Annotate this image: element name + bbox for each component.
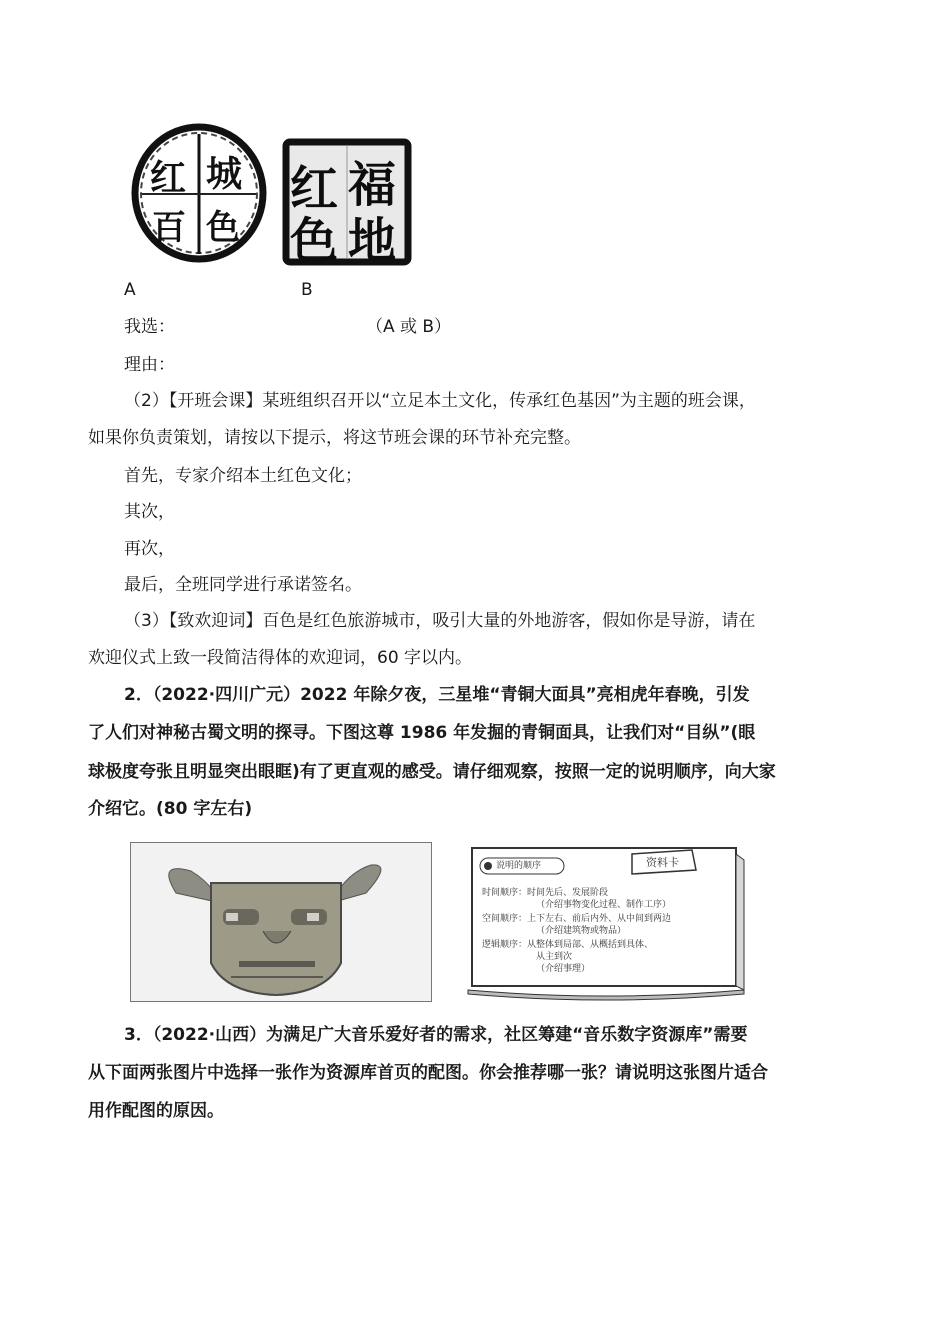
- question3-line-2: 从下面两张图片中选择一张作为资源库首页的配图。你会推荐哪一张？请说明这张图片适合: [88, 1063, 768, 1083]
- seal-b-char: 地: [348, 213, 397, 269]
- choose-hint: （A 或 B）: [366, 317, 452, 337]
- question3-line-1: 3．（2022·山西）为满足广大音乐爱好者的需求，社区筹建“音乐数字资源库”需要: [124, 1025, 748, 1045]
- step-second: 其次，: [124, 502, 175, 522]
- question3-line-3: 用作配图的原因。: [88, 1101, 224, 1121]
- question2-line-2: 了人们对神秘古蜀文明的探寻。下图这尊 1986 年发掘的青铜面具，让我们对“目纵”(眼: [88, 723, 756, 743]
- seal-a-image[interactable]: [128, 122, 270, 264]
- choose-label: 我选：: [124, 317, 175, 337]
- q3-line-2: 欢迎仪式上致一段简洁得体的欢迎词，60 字以内。: [88, 648, 473, 668]
- seal-a-char: 城: [206, 153, 243, 195]
- q2-line-2: 如果你负责策划，请按以下提示，将这节班会课的环节补充完整。: [88, 428, 581, 448]
- card-row: （介绍事理）: [536, 964, 591, 974]
- card-row: 从主到次: [536, 952, 573, 962]
- info-card-image[interactable]: [466, 840, 746, 1002]
- q3-line-1: （3）【致欢迎词】百色是红色旅游城市，吸引大量的外地游客，假如你是导游，请在: [124, 611, 756, 631]
- seal-b-char: 色: [290, 213, 339, 269]
- step-third: 再次，: [124, 539, 175, 559]
- question2-line-1: 2．（2022·四川广元）2022 年除夕夜，三星堆“青铜大面具”亮相虎年春晚，引发: [124, 685, 750, 705]
- card-row: 时间顺序：时间先后、发展阶段: [482, 888, 609, 898]
- seal-a-char: 红: [150, 157, 187, 199]
- bronze-mask-photo[interactable]: [130, 842, 432, 1002]
- card-header: 说明的顺序: [496, 861, 542, 871]
- seal-a-char: 色: [206, 208, 240, 248]
- card-row: （介绍建筑物或物品）: [536, 926, 627, 936]
- step-first: 首先，专家介绍本土红色文化；: [124, 466, 362, 486]
- card-tag: 资料卡: [646, 856, 679, 869]
- seal-a-label: A: [124, 280, 136, 300]
- card-row: 逻辑顺序：从整体到局部、从概括到具体、: [482, 940, 654, 950]
- seal-b-image[interactable]: [282, 138, 412, 269]
- seal-a-char: 百: [152, 208, 186, 248]
- question2-line-3: 球极度夸张且明显突出眼眶)有了更直观的感受。请仔细观察，按照一定的说明顺序，向大家: [88, 762, 776, 782]
- step-last: 最后，全班同学进行承诺签名。: [124, 575, 362, 595]
- q2-line-1: （2）【开班会课】某班组织召开以“立足本土文化，传承红色基因”为主题的班会课，: [124, 391, 756, 411]
- seal-b-label: B: [301, 280, 313, 300]
- card-row: 空间顺序：上下左右、前后内外、从中间到两边: [482, 914, 672, 924]
- question2-line-4: 介绍它。(80 字左右): [88, 799, 253, 819]
- seal-b-char: 红: [290, 161, 339, 217]
- seal-b-char: 福: [348, 157, 397, 213]
- card-row: （介绍事物变化过程、制作工序）: [536, 900, 672, 910]
- reason-label: 理由：: [124, 355, 175, 375]
